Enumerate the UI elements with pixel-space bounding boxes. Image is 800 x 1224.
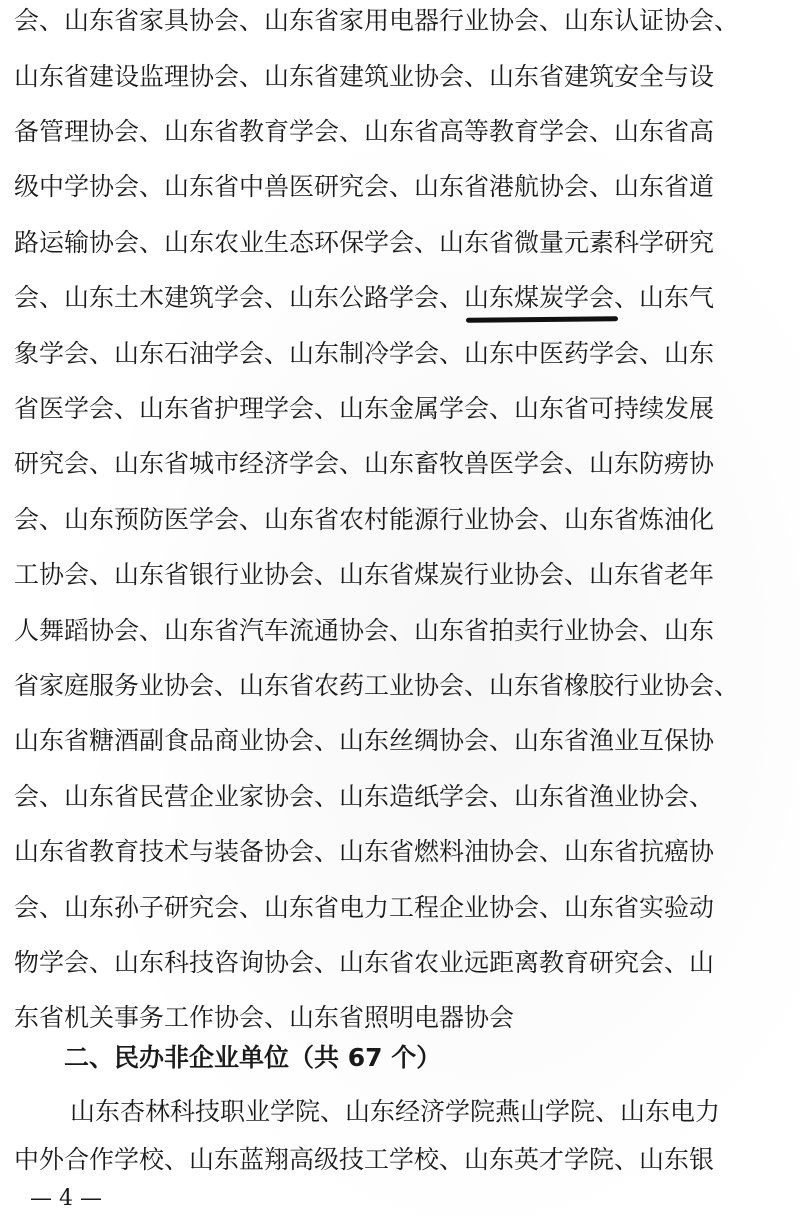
text-line: 工协会、山东省银行业协会、山东省煤炭行业协会、山东省老年	[14, 560, 715, 589]
text-line: 会、山东预防医学会、山东省农村能源行业协会、山东省炼油化	[14, 505, 715, 534]
text-line: 会、山东省家具协会、山东省家用电器行业协会、山东认证协会、	[14, 6, 740, 35]
text-line: 备管理协会、山东省教育学会、山东省高等教育学会、山东省高	[14, 117, 715, 146]
text-line: 中外合作学校、山东蓝翔高级技工学校、山东英才学院、山东银	[14, 1145, 715, 1174]
text-line: 物学会、山东科技咨询协会、山东省农业远距离教育研究会、山	[14, 948, 715, 977]
text-line-with-highlight	[14, 280, 800, 316]
text-line: 级中学协会、山东省中兽医研究会、山东省港航协会、山东省道	[14, 172, 715, 201]
underlined-term: 山东煤炭学会	[464, 280, 614, 316]
text-line: 山东省糖酒副食品商业协会、山东丝绸协会、山东省渔业互保协	[14, 726, 715, 755]
text-line: 东省机关事务工作协会、山东省照明电器协会	[14, 1003, 515, 1032]
text-line: 山东杏林科技职业学院、山东经济学院燕山学院、山东电力	[70, 1097, 721, 1126]
text-line: 象学会、山东石油学会、山东制冷学会、山东中医药学会、山东	[14, 339, 715, 368]
text-line: 省家庭服务业协会、山东省农药工业协会、山东省橡胶行业协会、	[14, 671, 740, 700]
text-line: 会、山东孙子研究会、山东省电力工程企业协会、山东省实验动	[14, 893, 715, 922]
text-line: 山东省教育技术与装备协会、山东省燃料油协会、山东省抗癌协	[14, 837, 715, 866]
text-line: 山东省建设监理协会、山东省建筑业协会、山东省建筑安全与设	[14, 62, 715, 91]
section-heading: 二、民办非企业单位（共 67 个）	[64, 1043, 442, 1072]
text-line: 人舞蹈协会、山东省汽车流通协会、山东省拍卖行业协会、山东	[14, 616, 715, 645]
text-line: 会、山东省民营企业家协会、山东造纸学会、山东省渔业协会、	[14, 782, 715, 811]
text-line: 研究会、山东省城市经济学会、山东畜牧兽医学会、山东防痨协	[14, 449, 715, 478]
text-segment: 会、山东土木建筑学会、山东公路学会、	[14, 283, 465, 312]
text-line: 省医学会、山东省护理学会、山东金属学会、山东省可持续发展	[14, 394, 715, 423]
text-line: 路运输协会、山东农业生态环保学会、山东省微量元素科学研究	[14, 228, 715, 257]
text-segment: 、山东气	[614, 283, 715, 312]
page-number: — 4 —	[30, 1186, 102, 1211]
